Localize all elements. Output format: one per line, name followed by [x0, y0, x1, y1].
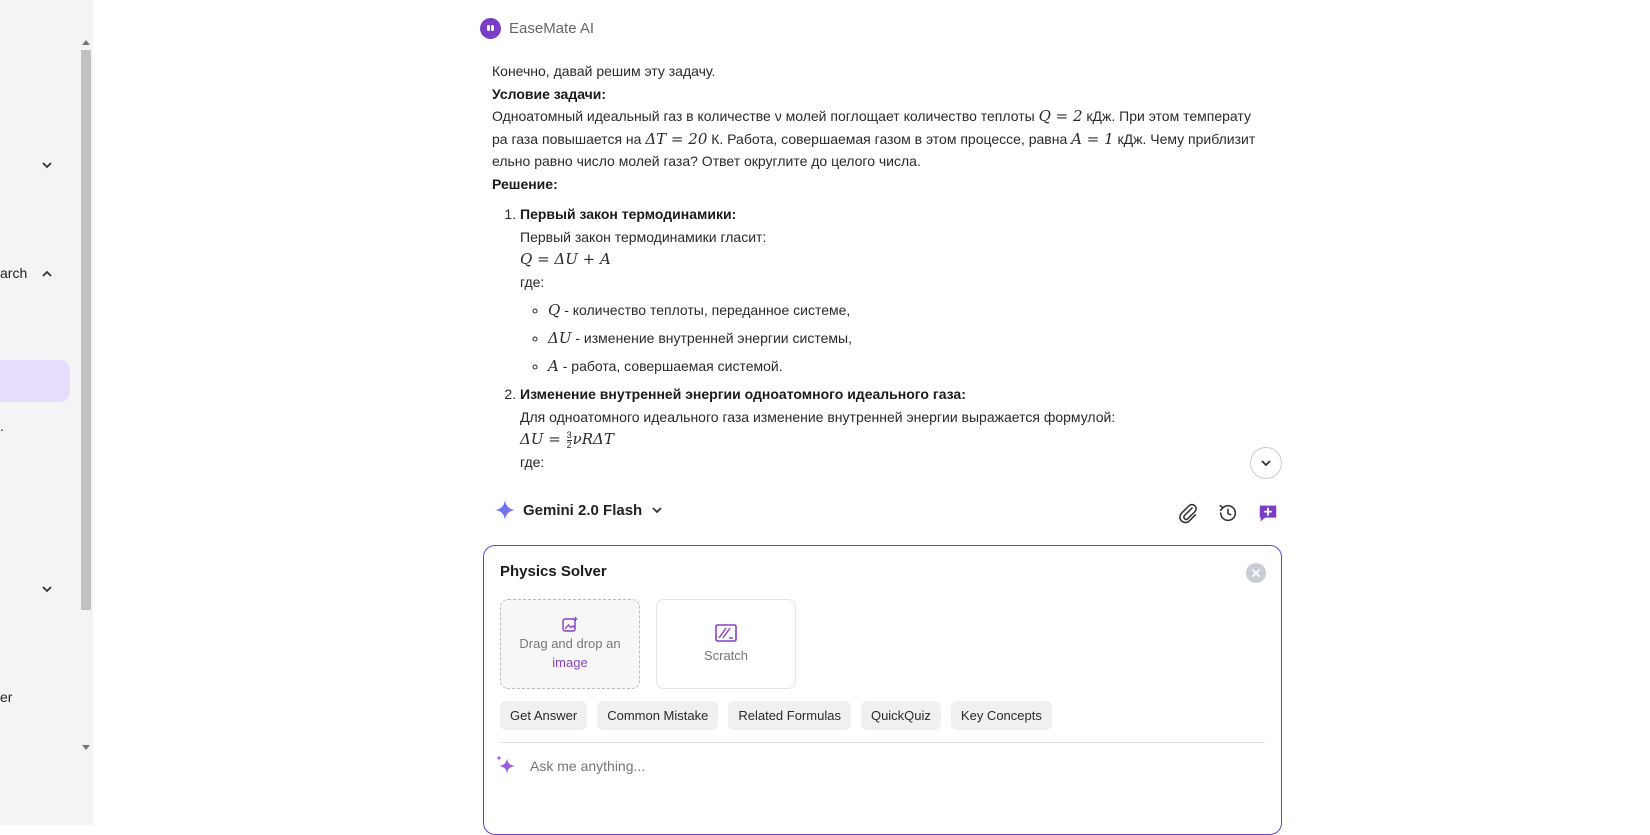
sidebar-item-label[interactable]: .	[0, 418, 4, 434]
sparkle-icon	[494, 754, 518, 778]
gemini-sparkle-icon	[495, 500, 515, 520]
list-item: ◦ ΔU - изменение внутренней энергии системы,	[548, 327, 1267, 349]
history-button[interactable]	[1215, 500, 1241, 526]
chip-get-answer[interactable]: Get Answer	[500, 701, 587, 730]
chat-tools	[1175, 500, 1281, 526]
scrollbar-thumb[interactable]	[81, 50, 91, 610]
close-icon	[1251, 568, 1261, 578]
assistant-message	[492, 60, 1267, 479]
message-intro: Конечно, давай решим эту задачу.	[492, 63, 716, 79]
close-button[interactable]	[1246, 563, 1266, 583]
sidebar-item-label[interactable]: arch	[0, 265, 28, 281]
chevron-up-icon[interactable]	[40, 267, 54, 281]
scratch-label: Scratch	[703, 647, 749, 663]
scratch-button[interactable]	[656, 599, 796, 689]
list-item: 2. Изменение внутренней энергии одноатомного идеального газа: Для одноатомного идеального газа изменение внутренней энергии выражается формулой: ΔU = $\frac{3}{2}$ νRΔT где:	[520, 383, 1267, 473]
image-drop-zone[interactable]	[500, 599, 640, 689]
formula: ΔU = $\frac{3}{2}$ νRΔT	[520, 429, 614, 450]
chevron-down-icon	[1259, 456, 1273, 470]
history-icon	[1217, 502, 1239, 524]
new-chat-icon	[1257, 502, 1279, 524]
chip-related-formulas[interactable]: Related Formulas	[728, 701, 851, 730]
solution-heading: Решение:	[492, 175, 558, 192]
chevron-down-icon[interactable]	[650, 503, 664, 517]
sidebar-scrollbar[interactable]	[80, 40, 92, 750]
sidebar-item-label[interactable]: er	[0, 689, 13, 705]
model-name[interactable]: Gemini 2.0 Flash	[523, 501, 643, 519]
image-link[interactable]: image	[552, 655, 588, 670]
new-chat-button[interactable]	[1255, 500, 1281, 526]
scroll-up-arrow-icon[interactable]	[82, 40, 90, 45]
chevron-down-icon[interactable]	[40, 158, 54, 172]
image-upload-icon	[561, 616, 579, 634]
paperclip-icon	[1177, 502, 1199, 524]
divider	[500, 742, 1265, 743]
drop-text: Drag and drop an	[519, 636, 621, 651]
physics-solver-panel	[483, 545, 1282, 835]
chip-quickquiz[interactable]: QuickQuiz	[861, 701, 941, 730]
bot-header	[480, 18, 594, 39]
list-item: ◦ Q - количество теплоты, переданное системе,	[548, 299, 1267, 321]
formula: Q = ΔU + A	[520, 250, 611, 268]
panel-title: Physics Solver	[500, 563, 607, 580]
scratch-icon	[715, 624, 737, 642]
list-item: ◦ A - работа, совершаемая системой.	[548, 355, 1267, 377]
model-selector[interactable]	[495, 500, 664, 520]
solution-steps	[492, 203, 1267, 473]
scroll-down-button[interactable]	[1250, 447, 1282, 479]
scroll-down-arrow-icon[interactable]	[82, 745, 90, 750]
ask-input[interactable]	[528, 757, 1132, 775]
ask-row	[494, 754, 1132, 778]
condition-text: Одноатомный идеальный газ в количестве ν молей поглощает количество теплоты Q = 2 кДж. При этом температу ра газа повышается на ΔT = 20 К. Работа, совершаемая газом в этом процессе, равна A = 1 кДж. Чему приблизит ельно равно число молей газа? Ответ округлите до целого числа.	[492, 107, 1256, 169]
bot-avatar-icon	[480, 18, 501, 39]
quick-actions	[500, 701, 1052, 730]
bot-name: EaseMate AI	[509, 20, 595, 37]
attach-button[interactable]	[1175, 500, 1201, 526]
condition-heading: Условие задачи:	[492, 85, 607, 102]
list-item: 1. Первый закон термодинамики: Первый закон термодинамики гласит: Q = ΔU + A где: ◦ Q - количество теплоты, переданное системе, ◦ ΔU - изменение внутренней энергии системы, ◦ A - работа, совершаемая системой.	[520, 203, 1267, 377]
chip-key-concepts[interactable]: Key Concepts	[951, 701, 1052, 730]
chevron-down-icon[interactable]	[40, 582, 54, 596]
sidebar-active-item[interactable]	[0, 360, 70, 402]
chip-common-mistake[interactable]: Common Mistake	[597, 701, 718, 730]
sidebar	[0, 0, 93, 825]
